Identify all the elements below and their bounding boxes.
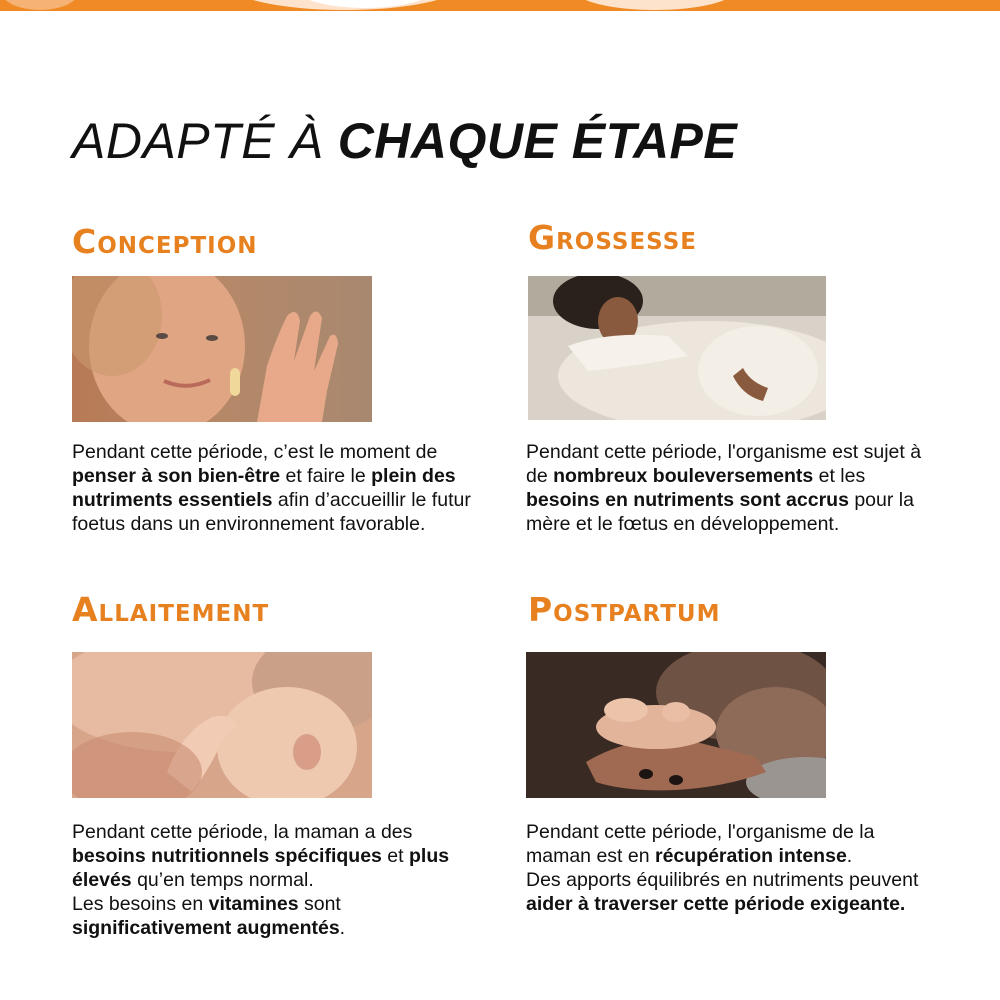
text-run: Pendant cette période, c’est le moment de [72,441,438,463]
text-run: Pendant cette période, l'organisme est sujet à de [526,441,922,487]
section-title-grossesse: Grossesse [528,218,697,257]
text-emphasis: nombreux bouleversements [553,465,814,487]
section-title-allaitement: Allaitement [72,590,270,629]
text-run: . [339,917,346,939]
postpartum-photo [526,652,826,798]
text-emphasis: penser à son bien-être [72,465,281,487]
page-title-light: ADAPTÉ À [72,113,324,169]
text-run: Pendant cette période, l'organisme de la maman est en [526,821,875,867]
text-run: Pendant cette période, la maman a des [72,821,413,843]
top-decorative-band [0,0,1000,11]
grossesse-photo [528,276,826,420]
text-run: sont [298,893,341,915]
text-emphasis: significativement augmentés [72,917,340,939]
section-text-postpartum [526,820,936,916]
text-run: Des apports équilibrés en nutriments peuvent [526,869,919,891]
text-emphasis: besoins en nutriments sont accrus [526,489,849,511]
text-emphasis: plus élevés [72,845,450,891]
allaitement-photo [72,652,372,798]
text-emphasis: plein des nutriments essentiels [72,465,456,511]
section-title-postpartum: Postpartum [528,590,721,629]
text-emphasis: récupération intense [654,845,847,867]
section-text-grossesse [526,440,936,536]
conception-photo [72,276,372,422]
page-title-bold: CHAQUE ÉTAPE [337,113,738,169]
text-run: pour la mère et le fœtus en développement. [526,489,914,535]
section-text-allaitement [72,820,482,940]
text-run: qu’en temps normal. [131,869,314,891]
page-title [72,112,737,170]
text-emphasis: vitamines [208,893,299,915]
text-emphasis: besoins nutritionnels spécifiques [72,845,382,867]
text-run: afin d’accueillir le futur foetus dans un environnement favorable. [72,489,471,535]
text-run: Les besoins en [72,893,209,915]
text-run: et faire le [280,465,372,487]
text-run: et les [813,465,866,487]
text-run: et [381,845,409,867]
section-text-conception [72,440,482,536]
section-title-conception: Conception [72,222,258,261]
text-emphasis: aider à traverser cette période exigeante. [526,893,906,915]
text-run: . [846,845,853,867]
